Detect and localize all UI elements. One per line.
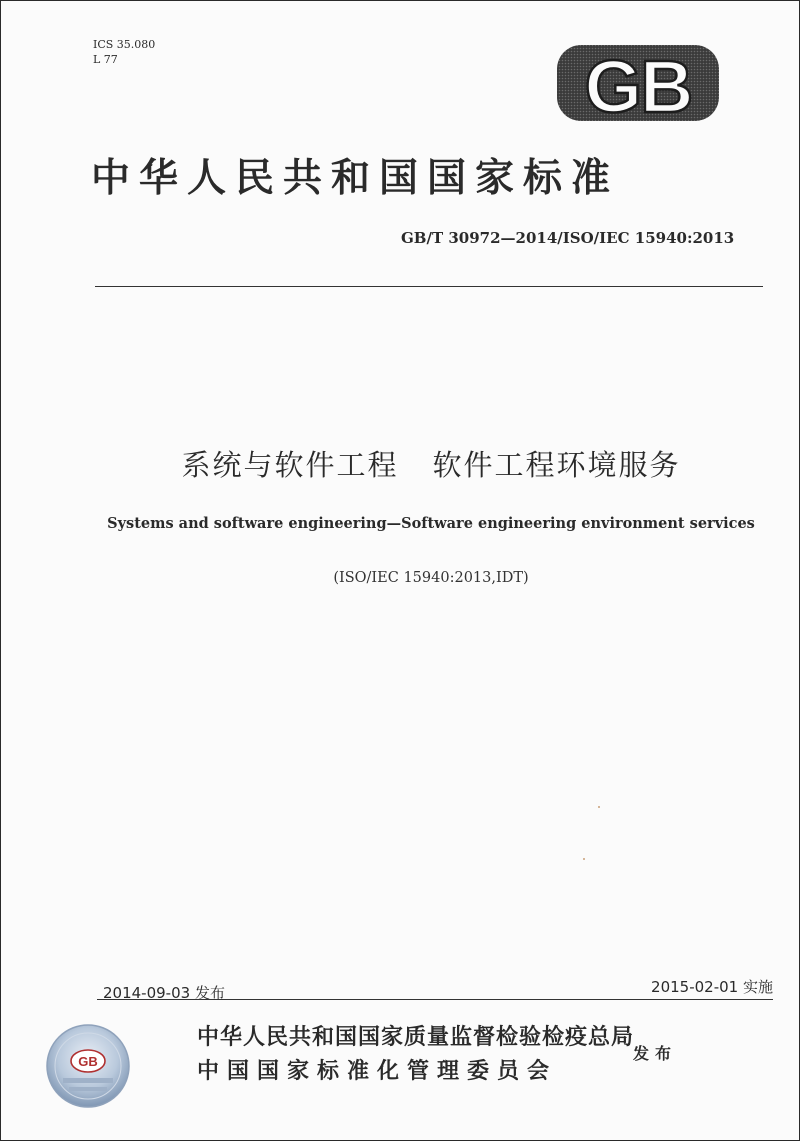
anti-counterfeit-seal xyxy=(45,1023,131,1109)
gb-logo-letters: GB xyxy=(584,45,692,125)
document-title-zh-part2: 软件工程环境服务 xyxy=(432,448,681,482)
adoption-identifier: (ISO/IEC 15940:2013,IDT) xyxy=(333,570,529,586)
seal-letters: GB xyxy=(78,1054,98,1069)
document-title-zh-part1: 系统与软件工程 xyxy=(181,448,399,482)
ics-code: ICS 35.080 xyxy=(93,38,156,51)
issuer-sac: 中国国家标准化管理委员会 xyxy=(197,1059,558,1084)
ink-speck xyxy=(598,806,600,808)
issue-date: 2014-09-03 发布 xyxy=(103,984,225,1002)
standard-title: 中华人民共和国国家标准 xyxy=(91,155,620,201)
divider-bottom xyxy=(97,999,773,1000)
ccs-code: L 77 xyxy=(93,53,118,66)
issue-action: 发布 xyxy=(633,1044,678,1063)
issuer-aqsiq: 中华人民共和国国家质量监督检验检疫总局 xyxy=(197,1025,635,1050)
document-title-zh xyxy=(1,443,800,484)
standard-number: GB/T 30972—2014/ISO/IEC 15940:2013 xyxy=(401,229,735,247)
ink-speck xyxy=(583,858,585,860)
classification-codes xyxy=(93,37,155,67)
implementation-date: 2015-02-01 实施 xyxy=(651,978,773,996)
document-title-en: Systems and software engineering—Software engineering environment services xyxy=(107,515,755,532)
divider-top xyxy=(95,286,763,287)
gb-logo xyxy=(555,41,721,125)
